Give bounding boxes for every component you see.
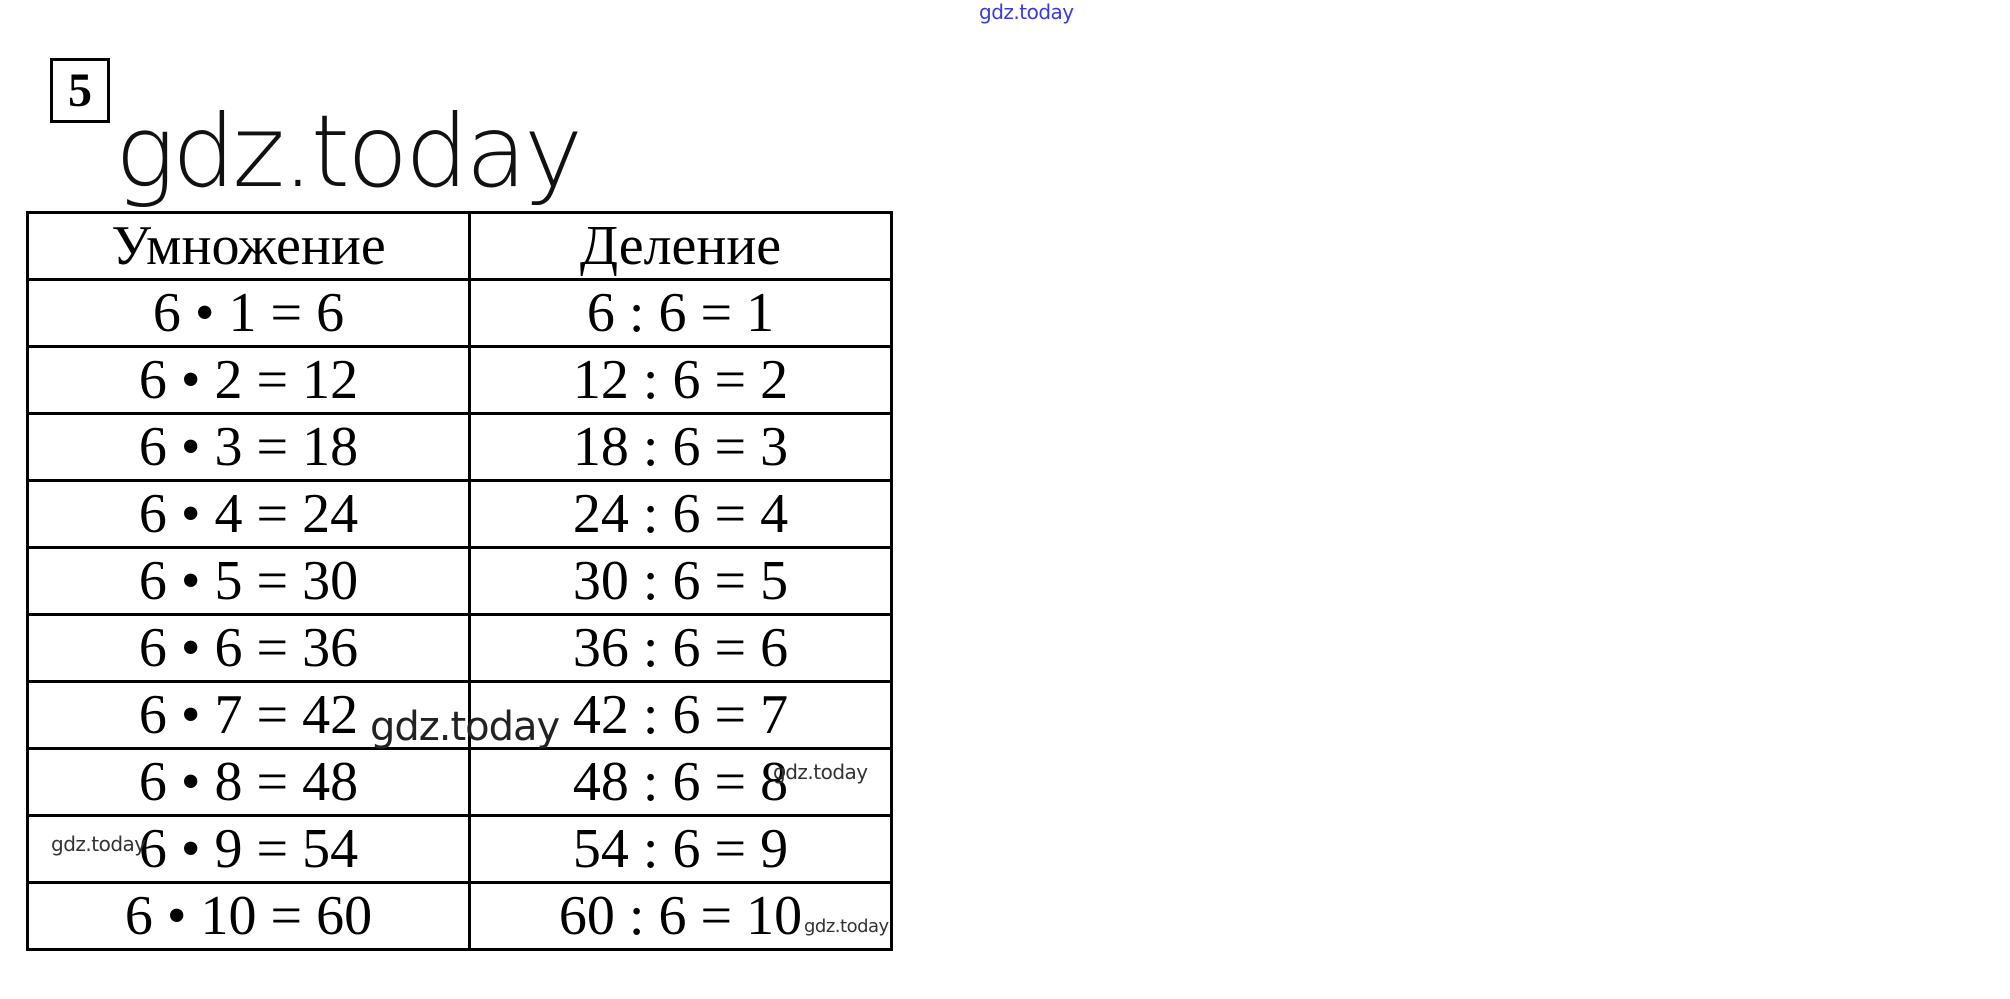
multiplication-cell: 6 • 8 = 48 (28, 749, 470, 816)
table-header-row (28, 213, 892, 280)
table-row (28, 749, 892, 816)
division-cell: 30 : 6 = 5 (470, 548, 892, 615)
table-row (28, 816, 892, 883)
watermark-small-right: gdz.today (773, 760, 868, 784)
watermark-top: gdz.today (979, 0, 1074, 24)
table-row (28, 347, 892, 414)
table-row (28, 414, 892, 481)
division-cell: 36 : 6 = 6 (470, 615, 892, 682)
watermark-large: gdz.today (115, 93, 581, 210)
multiplication-cell: 6 • 10 = 60 (28, 883, 470, 950)
division-cell: 18 : 6 = 3 (470, 414, 892, 481)
division-cell: 60 : 6 = 10 (470, 883, 892, 950)
multiplication-cell: 6 • 1 = 6 (28, 280, 470, 347)
table-row (28, 548, 892, 615)
division-cell: 48 : 6 = 8 (470, 749, 892, 816)
task-number: 5 (50, 58, 110, 123)
multiplication-division-table (26, 211, 893, 951)
division-cell: 42 : 6 = 7 (470, 682, 892, 749)
multiplication-cell: 6 • 9 = 54 (28, 816, 470, 883)
column-header-multiplication: Умножение (28, 213, 470, 280)
multiplication-cell: 6 • 7 = 42 (28, 682, 470, 749)
table-row (28, 883, 892, 950)
table-row (28, 280, 892, 347)
division-cell: 54 : 6 = 9 (470, 816, 892, 883)
watermark-middle: gdz.today (370, 704, 560, 750)
division-cell: 12 : 6 = 2 (470, 347, 892, 414)
multiplication-cell: 6 • 2 = 12 (28, 347, 470, 414)
column-header-division: Деление (470, 213, 892, 280)
watermark-small-bottom: gdz.today (804, 916, 889, 937)
multiplication-cell: 6 • 4 = 24 (28, 481, 470, 548)
multiplication-cell: 6 • 3 = 18 (28, 414, 470, 481)
watermark-small-left: gdz.today (51, 832, 146, 856)
division-cell: 6 : 6 = 1 (470, 280, 892, 347)
multiplication-cell: 6 • 6 = 36 (28, 615, 470, 682)
multiplication-cell: 6 • 5 = 30 (28, 548, 470, 615)
table-row (28, 481, 892, 548)
division-cell: 24 : 6 = 4 (470, 481, 892, 548)
table-row (28, 615, 892, 682)
